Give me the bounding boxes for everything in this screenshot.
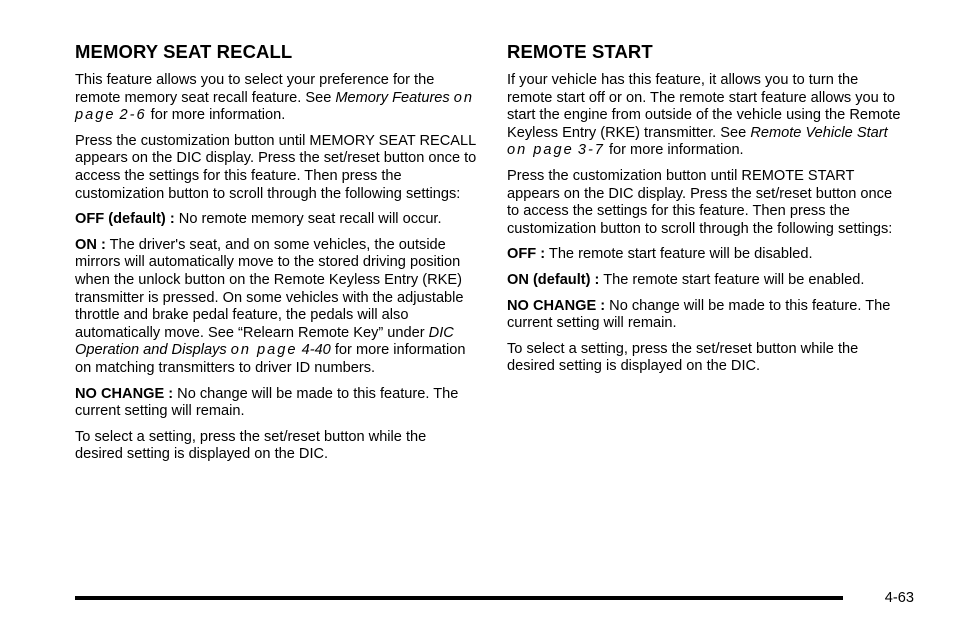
- memory-seat-nochange-setting: [75, 386, 477, 421]
- setting-desc-no-change: No change will be made to this feature. The current setting will remain.: [507, 297, 891, 332]
- memory-seat-select-instructions: To select a setting, press the set/reset button while the desired setting is displayed on the DIC.: [75, 428, 427, 463]
- setting-term-off-default: OFF (default) :: [75, 211, 175, 228]
- memory-seat-on-setting: [75, 237, 477, 378]
- setting-desc-on: The remote start feature will be enabled.: [599, 271, 865, 288]
- left-column: [75, 41, 477, 472]
- memory-seat-intro-text: This feature allows you to select your preference for the remote memory seat recall feature. See: [75, 72, 435, 106]
- memory-features-ref-title: Memory Features: [335, 89, 450, 106]
- setting-desc-off: No remote memory seat recall will occur.: [174, 211, 442, 228]
- footer-rule: [75, 596, 843, 600]
- remote-start-on-setting: [507, 272, 907, 290]
- remote-start-intro: [507, 72, 907, 160]
- dic-operation-ref-page: 4-40: [301, 342, 331, 359]
- setting-term-off: OFF :: [507, 246, 546, 263]
- section-heading-remote-start: REMOTE START: [507, 41, 653, 62]
- remote-start-off-setting: [507, 246, 907, 264]
- memory-seat-intro-tail: for more information.: [146, 107, 286, 124]
- memory-seat-instructions: Press the customization button until MEMORY SEAT RECALL appears on the DIC display. Press the set/reset button once to access the settings for this feature. Then press the customization button to scroll through the following settings:: [75, 132, 477, 202]
- remote-start-instructions: Press the customization button until REMOTE START appears on the DIC display. Press the set/reset button once to access the settings for this feature. Then press the customization button to scroll through the following settings:: [507, 167, 893, 237]
- remote-start-nochange-setting: [507, 298, 907, 333]
- setting-term-on: ON :: [75, 236, 106, 253]
- setting-term-no-change: NO CHANGE :: [75, 385, 174, 402]
- dic-operation-ref-title: DIC Operation and Displays: [75, 324, 454, 359]
- memory-seat-intro: [75, 72, 477, 125]
- setting-desc-on: The driver's seat, and on some vehicles, the outside mirrors will automatically move to the stored driving position when the unlock button on the Remote Keyless Entry (RKE) transmitter is pressed. On some vehicles with the adjustable throttle and brake pedal feature, the pedals will also automatically move. See “Relearn Remote Key” under: [75, 236, 464, 341]
- memory-features-ref-page: 2-6: [119, 107, 147, 124]
- remote-vehicle-start-ref-page: 3-7: [577, 142, 605, 159]
- memory-seat-off-setting: [75, 211, 477, 229]
- setting-desc-off: The remote start feature will be disabled.: [545, 246, 813, 263]
- memory-features-ref-onpage: on page: [75, 89, 475, 124]
- remote-start-select-instructions: To select a setting, press the set/reset button while the desired setting is displayed on the DIC.: [507, 340, 859, 375]
- remote-start-intro-text: If your vehicle has this feature, it allows you to turn the remote start off or on. The remote start feature allows you to start the engine from outside of the vehicle using the Remote Keyless Entry (RKE) transmitter. See: [507, 72, 901, 141]
- remote-vehicle-start-ref-onpage: on page: [507, 142, 574, 159]
- remote-vehicle-start-ref-title: Remote Vehicle Start: [750, 124, 888, 141]
- page-number: 4-63: [884, 590, 914, 606]
- right-column: [507, 41, 907, 384]
- remote-start-intro-tail: for more information.: [604, 142, 744, 159]
- section-heading-memory-seat-recall: MEMORY SEAT RECALL: [75, 41, 293, 62]
- setting-term-on-default: ON (default) :: [507, 271, 600, 288]
- dic-operation-ref-onpage: on page: [230, 342, 298, 359]
- setting-desc-on-tail: for more information on matching transmitters to driver ID numbers.: [75, 342, 466, 376]
- setting-desc-no-change: No change will be made to this feature. The current setting will remain.: [75, 385, 459, 420]
- setting-term-no-change: NO CHANGE :: [507, 297, 606, 314]
